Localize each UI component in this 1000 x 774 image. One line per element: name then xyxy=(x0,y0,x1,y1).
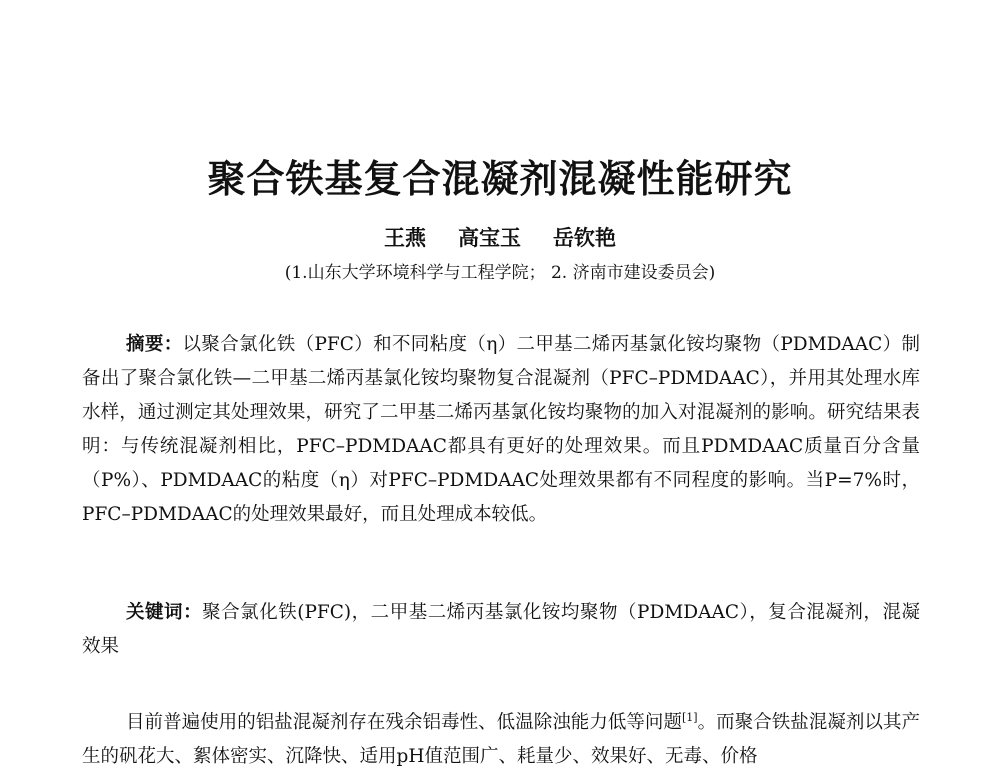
author-name: 高宝玉 xyxy=(458,225,521,250)
abstract-text: 以聚合氯化铁（PFC）和不同粘度（η）二甲基二烯丙基氯化铵均聚物（PDMDAAC）制备出了聚合氯化铁—二甲基二烯丙基氯化铵均聚物复合混凝剂（PFC–PDMDAAC），并用其处理水库水样，通过测定其处理效果，研究了二甲基二烯丙基氯化铵均聚物的加入对混凝剂的影响。研究结果表明：与传统混凝剂相比，PFC–PDMDAAC都具有更好的处理效果。而且PDMDAAC质量百分含量（P%）、PDMDAAC的粘度（η）对PFC–PDMDAAC处理效果都有不同程度的影响。当P=7%时，PFC–PDMDAAC的处理效果最好，而且处理成本较低。 xyxy=(82,334,920,525)
citation-ref: [1] xyxy=(682,710,698,724)
keywords-label: 关键词： xyxy=(126,602,203,623)
body-text: 目前普遍使用的铝盐混凝剂存在残余铝毒性、低温除浊能力低等问题 xyxy=(126,712,682,733)
author-list xyxy=(0,222,1000,252)
affiliation: (1.山东大学环境科学与工程学院； 2. 济南市建设委员会) xyxy=(284,263,716,283)
paper-title: 聚合铁基复合混凝剂混凝性能研究 xyxy=(207,156,793,201)
body-paragraph xyxy=(82,706,920,774)
author-name: 岳钦艳 xyxy=(553,225,616,250)
abstract xyxy=(82,328,920,532)
keywords-text: 聚合氯化铁(PFC)，二甲基二烯丙基氯化铵均聚物（PDMDAAC），复合混凝剂，混凝效果 xyxy=(82,602,920,657)
author-name: 王燕 xyxy=(384,225,426,250)
keywords xyxy=(82,596,920,664)
abstract-label: 摘要： xyxy=(126,334,183,355)
body-text-continued: 。而聚合铁盐混凝剂以其产生的矾花大、絮体密实、沉降快、适用pH值范围广、耗量少、效果好、无毒、价格 xyxy=(82,712,920,767)
